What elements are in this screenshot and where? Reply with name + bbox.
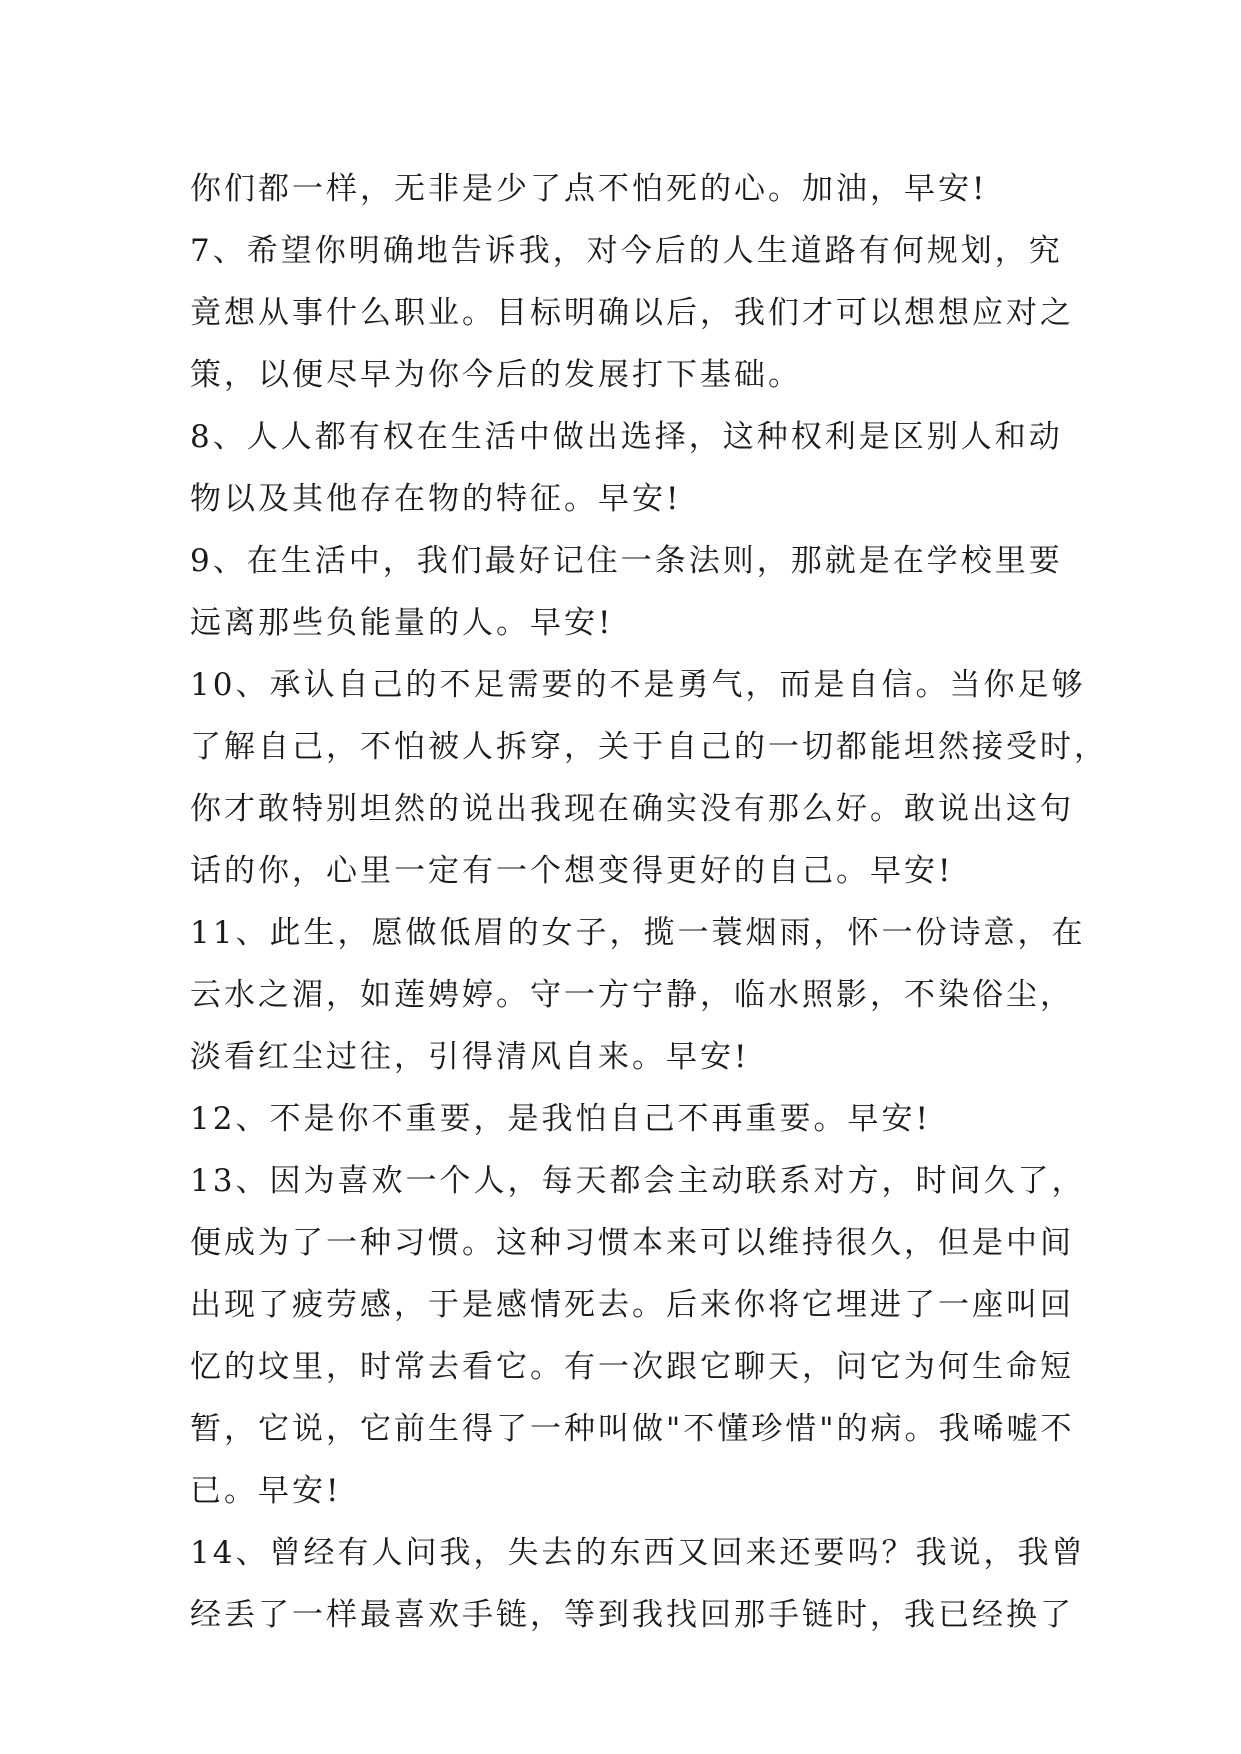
text-line: 云水之湄，如莲娉婷。守一方宁静，临水照影，不染俗尘， bbox=[190, 977, 1074, 1013]
text-line: 竟想从事什么职业。目标明确以后，我们才可以想想应对之 bbox=[190, 295, 1074, 331]
text-line: 经丢了一样最喜欢手链，等到我找回那手链时，我已经换了 bbox=[190, 1597, 1074, 1633]
text-line: 13、因为喜欢一个人，每天都会主动联系对方，时间久了， bbox=[190, 1163, 1086, 1199]
text-line: 已。早安! bbox=[190, 1473, 342, 1509]
text-line: 策，以便尽早为你今后的发展打下基础。 bbox=[190, 357, 802, 393]
text-line: 11、此生，愿做低眉的女子，揽一蓑烟雨，怀一份诗意，在 bbox=[190, 915, 1086, 951]
text-line: 暂，它说，它前生得了一种叫做"不懂珍惜"的病。我唏嘘不 bbox=[190, 1411, 1075, 1447]
text-line: 远离那些负能量的人。早安! bbox=[190, 605, 614, 641]
text-line: 出现了疲劳感，于是感情死去。后来你将它埋进了一座叫回 bbox=[190, 1287, 1074, 1323]
text-line: 14、曾经有人问我，失去的东西又回来还要吗？我说，我曾 bbox=[190, 1535, 1086, 1571]
text-line: 物以及其他存在物的特征。早安! bbox=[190, 481, 682, 517]
text-line: 12、不是你不重要，是我怕自己不再重要。早安! bbox=[190, 1101, 931, 1137]
text-line: 7、希望你明确地告诉我，对今后的人生道路有何规划，究 bbox=[190, 233, 1063, 269]
text-line: 了解自己，不怕被人拆穿，关于自己的一切都能坦然接受时， bbox=[190, 729, 1108, 765]
text-line: 你们都一样，无非是少了点不怕死的心。加油，早安! bbox=[190, 171, 988, 207]
document-body bbox=[190, 158, 1108, 1646]
text-line: 9、在生活中，我们最好记住一条法则，那就是在学校里要 bbox=[190, 543, 1063, 579]
text-line: 便成为了一种习惯。这种习惯本来可以维持很久，但是中间 bbox=[190, 1225, 1074, 1261]
text-line: 淡看红尘过往，引得清风自来。早安! bbox=[190, 1039, 750, 1075]
text-line: 10、承认自己的不足需要的不是勇气，而是自信。当你足够 bbox=[190, 667, 1086, 703]
text-line: 你才敢特别坦然的说出我现在确实没有那么好。敢说出这句 bbox=[190, 791, 1074, 827]
text-line: 忆的坟里，时常去看它。有一次跟它聊天，问它为何生命短 bbox=[190, 1349, 1074, 1385]
text-line: 8、人人都有权在生活中做出选择，这种权利是区别人和动 bbox=[190, 419, 1063, 455]
text-line: 话的你，心里一定有一个想变得更好的自己。早安! bbox=[190, 853, 954, 889]
